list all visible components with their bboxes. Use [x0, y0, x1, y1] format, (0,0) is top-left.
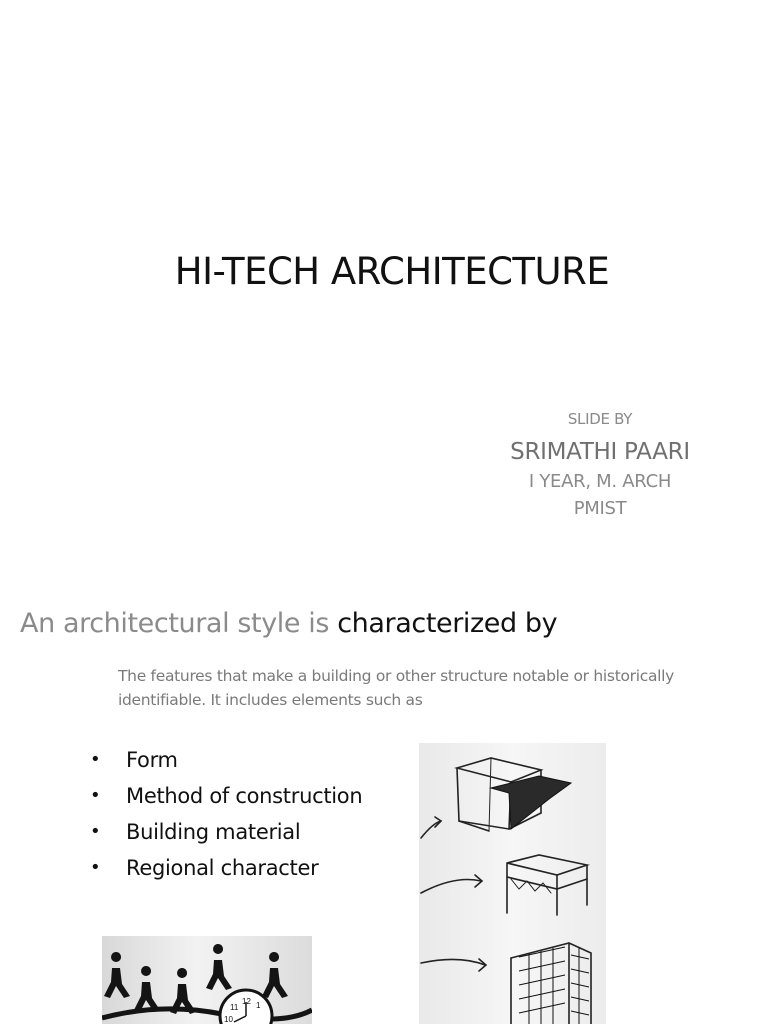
clock-num-11: 11: [230, 1003, 239, 1012]
bullet-dot: •: [90, 857, 101, 878]
author-institute: PMIST: [573, 498, 627, 519]
bullet-dot: •: [90, 821, 101, 842]
bullet-text: Regional character: [126, 856, 319, 880]
heading-dark-text: characterized by: [337, 608, 558, 639]
clock-num-10: 10: [224, 1015, 233, 1024]
author-year: I YEAR, M. ARCH: [528, 471, 672, 492]
bullet-dot: •: [90, 785, 101, 806]
runners-drawing: [102, 936, 312, 1024]
list-item: [90, 778, 362, 814]
content-slide: [0, 576, 768, 1024]
bullet-text: Form: [126, 748, 178, 772]
architecture-sketch-image: [419, 743, 606, 1024]
list-item: [90, 742, 362, 778]
author-name: SRIMATHI PAARI: [510, 439, 690, 465]
sketch-drawing: [419, 743, 606, 1024]
slide-title: HI-TECH ARCHITECTURE: [174, 250, 610, 293]
bullet-text: Method of construction: [126, 784, 363, 808]
subtitle-block: [450, 410, 750, 519]
slide-by-label: SLIDE BY: [567, 410, 633, 428]
slide-heading: [20, 608, 557, 639]
list-item: [90, 814, 362, 850]
bullet-list: [90, 742, 362, 886]
description-paragraph: The features that make a building or other structure notable or historically identifiable. It includes elements such as: [118, 667, 675, 709]
runners-clock-image: [102, 936, 312, 1024]
clock-num-12: 12: [242, 997, 251, 1006]
list-item: [90, 850, 362, 886]
bullet-dot: •: [90, 749, 101, 770]
bullet-text: Building material: [126, 820, 301, 844]
clock-num-1: 1: [256, 1001, 261, 1010]
heading-light-text: An architectural style is: [20, 608, 338, 639]
